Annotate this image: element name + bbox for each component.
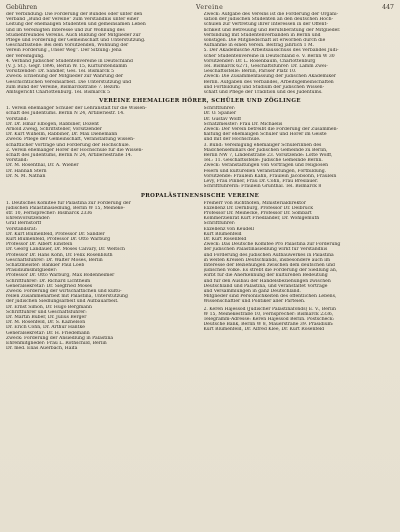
text-line: Professor Dr. Otto Warburg, Max Bodenheimer: [6, 273, 115, 279]
text-line: Schriftführer und Geschäftsführer:: [6, 309, 87, 315]
text-line: schulen zur Vertretung ihrer Interessen in der Öffent-: [203, 22, 328, 28]
text-line: Leitung der ehemaligen Studenten und gemeinsamen Leben: [6, 22, 146, 28]
text-line: Dr. Georg Landauer, Dr. Moses Calvary, Dr. Weltsch: [6, 247, 125, 253]
text-line: lichkeit und Betreuung und Berufsberatung der Mitglieder.: [203, 27, 341, 33]
text-line: schaftlicher Vorträge und Förderung der Hochschule.: [6, 142, 130, 148]
text-line: Wissenschaftler und Politiker aller Parteien.: [203, 299, 306, 305]
text-line: Mitglieder sind Persönlichkeiten des öffentlichen Lebens,: [203, 294, 337, 300]
text-line: sonstigen. Die Mitgliedschaft ist erworben durch die: [203, 38, 326, 44]
text-line: schaft und Pflege der Tradition und des Judentums.: [203, 90, 323, 96]
text-line: Vorsitzender: Dr. L. Rosenbaum, Charlottenburg: [203, 58, 316, 64]
text-line: Zweck: Erziehung der Mitglieder zur Wahrung der: [6, 74, 124, 80]
section-heading-alumni: VEREINE EHEMALIGER HÖRER, SCHÜLER UND ZÖGLINGE: [99, 98, 301, 105]
text-line: und mit der Hochschule.: [203, 137, 261, 143]
text-line: Dr. Kurt Wilhelm, Rabbiner, Dr. Max Dienemann: [6, 132, 118, 138]
text-line: der Verbindung: Die Förderung der Bundes oder unter den: [6, 12, 143, 17]
text-line: jüdischen Volke. Es strebt die Förderung der Siedlung an,: [203, 268, 338, 274]
text-line: Dr. Kurt Rosenfeld: [203, 236, 247, 242]
text-line: 5. Der Akademische Arbeitsausschuss des Verbandes Jüdi-: [203, 48, 339, 54]
text-line: Vorsitzender: Dr. Sandler, Ges. Tel. Bismarck 5: [6, 69, 114, 75]
text-line: Exzellenz von Keudell: [203, 226, 254, 232]
text-line: Verband „Bund der Vereine“ zum Verständnis unter einer: [6, 17, 139, 23]
text-line: Zweck: Aufgabe des Vereins ist die Förderung der Organi-: [203, 12, 339, 17]
text-line: Dr. med. Elias Auerbach, Haifa: [6, 346, 78, 352]
text-line: W 15, Meinekestraße 10, Fernsprecher: Bismarck 2336,: [203, 311, 334, 317]
text-line: Kurt Blumenfeld, Dr. Alfred Klee, Dr. Kurt Rosenfeld: [203, 327, 325, 333]
text-line: und Fortbildung und Studium der jüdischen Wissen-: [203, 84, 325, 90]
palestine-right-column: [204, 201, 395, 352]
text-line: und Förderung des jüdischen Aufbauwerkes in Palästina: [203, 252, 334, 258]
text-line: Vorstand:: [6, 158, 29, 164]
text-line: Geschäftsstelle: Bei dem Vorsitzenden, Wohnung der: [6, 43, 129, 49]
text-line: Dr. Kurt Blumenfeld, Professor Dr. Sandler: [6, 231, 105, 237]
text-line: Feiern und kulturellen Veranstaltungen, Fortbildung.: [203, 168, 327, 174]
text-line: 1. Deutsches Komitee für Palästina zur Förderung der: [6, 200, 131, 206]
text-line: Kurt Blumenfeld, Professor Dr. Otto Warburg: [6, 236, 111, 242]
alumni-block: [6, 106, 394, 189]
text-line: Schatzmeister: Bankier Paul Loeb: [6, 262, 85, 268]
alumni-right-column: [204, 106, 395, 189]
text-line: Arnold Zweig, Schriftsteller, Vorsitzender: [6, 127, 102, 133]
text-line: wirbt für die Anerkennung der kulturellen Bedeutung: [203, 273, 328, 279]
text-line: Interesse der Beziehungen zwischen dem deutschen und: [203, 262, 335, 268]
text-line: Aufnahme in einen Verein. Beitrag jährlich 1 M.: [203, 43, 315, 49]
text-line: 4. Verband Jüdischer Studentenvereine in Deutschland: [6, 58, 133, 64]
text-line: Kurt Blumenfeld: [203, 231, 242, 237]
text-line: Levy, Frau Pinner, Frau Dr. Cohn, Frau Breslauer.: [203, 179, 319, 185]
text-line: in weiten Kreisen Deutschlands, insbesondere auch im: [203, 257, 331, 263]
text-line: Zweck: Pflege der Gemeinschaft, Veranstaltung wissen-: [6, 137, 135, 143]
section-heading-palestine: PROPALÄSTINENSISCHE VEREINE: [140, 192, 260, 199]
text-line: der Vereinigung.: [6, 53, 45, 59]
text-line: Dr. M. Rosenthal, Dr. A. Wiener: [6, 163, 79, 169]
text-line: Studienfreundes Vereins. Auch Bildung der Mitglieder zur: [6, 32, 141, 38]
text-line: Schriftführer: Dr. Richard Lichtheim: [6, 278, 91, 284]
text-line: Freiherr von Richthofen, Ministerialdirektor: [203, 200, 306, 206]
text-line: Zweck: Der Verein betreibt die Förderung der Zusammen-: [203, 127, 339, 133]
text-line: Amtsgericht Charlottenburg. Tel. Bismarck 5: [6, 90, 110, 96]
text-line: Zweck: Förderung der Ansiedlung in Palästina: [6, 335, 114, 341]
text-line: Pflege und Förderung der Gemeinschaft und Unterstützung.: [6, 38, 146, 44]
text-line: Dr. Gustav Wolff: [203, 116, 241, 122]
text-line: Tel. Bismarck 6271, Geschäftsführer: Dr. Lamm Zwei-: [203, 64, 328, 70]
text-line: scher Studentenvereine in Deutschland e. V. Berlin W 30: [203, 53, 335, 59]
text-line: Zweck: Förderung der wirtschaftlichen und kultu-: [6, 288, 122, 294]
text-line: sation der jüdischen Studenten an den deutschen Hoch-: [203, 17, 334, 23]
text-line: Geschichtlichen Vereinsarbeit. Die Unterstützung und: [6, 79, 132, 85]
top-block: [6, 12, 394, 95]
text-line: Zweck: Die Zusammenfassung der jüdischen Akademiker: [203, 74, 336, 80]
text-line: Dr. Hannah Stern: [6, 168, 47, 174]
text-line: 1. Verein ehemaliger Schüler der Lehranstalt für die Wissen-: [6, 106, 147, 112]
text-line: schaft des Judentums, Berlin N 24, Artilleriestraße 14.: [6, 153, 133, 159]
text-line: Zweck: Veranstaltungen von Vorträgen und religiösen: [203, 163, 329, 169]
text-line: Generalsekretär: Dr. H. Friedemann: [6, 330, 90, 336]
alumni-left-column: [6, 106, 197, 189]
text-line: Dr. O. Spanier: [203, 111, 237, 117]
text-line: der jüdischen Siedlungsarbeit und Aufbauarbeit.: [6, 299, 119, 305]
text-line: 2. Verein ehemaliger Hörer der Hochschule für die Wissen-: [6, 147, 144, 153]
text-line: und Versammlungen in ganz Deutschland.: [203, 288, 301, 294]
text-line: Professor Dr. Albert Einstein: [6, 242, 73, 248]
text-line: und im Vereinigten Interesse und zur Wohnung des: [6, 27, 125, 33]
text-line: Exzellenz Dr. Dernburg, Professor Dr. Delbrück: [203, 205, 313, 211]
text-line: (V. J. St.). Gegr. 1896, Berlin W. 15, Kurfürstendamm: [6, 64, 127, 70]
page-number: 447: [382, 4, 394, 11]
text-line: Dr. Erich Cohn, Dr. Arthur Hantke: [6, 325, 85, 331]
text-line: Dr. Ernst Simon, Dr. Hugo Bergmann: [6, 304, 92, 310]
text-line: Dr. N. M. Nathan: [6, 173, 46, 179]
text-line: Vorstandsrat:: [6, 226, 38, 232]
text-line: Vorsitzende: Fräulein Kahn, Fräulein Jacobsohn, Fräulein: [203, 173, 337, 179]
top-right-column: [204, 12, 395, 95]
header-left: Gebühren: [6, 4, 38, 11]
text-line: Telegramm-Adresse: Keren Hajessod Berlin. Postscheck:: [203, 316, 335, 322]
text-line: Zweck: Das Deutsche Komitee Pro Palästina zur Förderung: [203, 242, 341, 248]
text-line: und für den Ausbau der Handelsbeziehungen zwischen: [203, 278, 331, 284]
text-line: Professor Dr. Hans Kohn, Dr. Felix Rosenblüth: [6, 252, 113, 258]
text-line: Graf Bernstorff: [6, 221, 42, 227]
text-line: Dr. M. Rosenfeld, Dr. S. Kaznelson: [6, 320, 86, 326]
text-line: Verein Förderung „Unser Weg“. Der Sitzung: Jena: [6, 48, 122, 54]
text-line: 2. Keren Hajessod (Jüdischer Palästinafonds) E. V., Berlin: [203, 306, 336, 312]
text-line: haltung der ehemaligen Schüler und Hörer im Geiste: [203, 132, 327, 138]
running-header: [6, 4, 394, 12]
text-line: Deutschland und Palästina, und veranstaltet Vorträge: [203, 283, 328, 289]
text-line: Dr. Dr. Ismar Elbogen, Rabbiner, Dozent: [6, 121, 99, 127]
text-line: str. 10, Fernsprecher: Bismarck 2336: [6, 210, 93, 216]
text-line: der jüdischen Palästinasiedlung wirkt für Verständnis: [203, 247, 328, 253]
text-line: 3. Bund: Vereinigung ehemaliger Schülerinnen des: [203, 142, 322, 148]
text-line: jüdischen Palästinasiedlung, Berlin W 15, Meineke-: [6, 205, 125, 211]
text-line: Professor Dr. Meinecke, Professor Dr. Sombart: [203, 210, 312, 216]
text-line: Berlin NW 7, Lindenstraße 23. Vorsitzende: Lotte Wolff,: [203, 153, 333, 159]
text-line: Ehrenvorsitzender:: [6, 216, 51, 222]
text-line: Mädchenseminars der Jüdischen Gemeinde zu Berlin,: [203, 147, 328, 153]
text-line: Präsidiumsmitglieder:: [6, 268, 58, 274]
text-line: Ehrenmitglieder: Frau L. Rothschild, Berlin: [6, 340, 107, 346]
text-line: Geschäftsführer: Dr. Walter Moses, Berlin: [6, 257, 103, 263]
text-line: rellen Zusammenarbeit mit Palästina, Unterstützung: [6, 294, 128, 300]
text-line: zum Bund der Vereine, Bismarckstraße 7. Bezirk:: [6, 84, 121, 90]
text-line: Deutsche Bank, Berlin W 8, Mauerstraße 39. Präsidium:: [203, 322, 334, 328]
text-line: schaft des Judentums. Berlin N 24, Artilleriestr. 14.: [6, 111, 125, 117]
top-left-column: [6, 12, 197, 95]
text-line: Generalsekretär: Dr. Siegfried Moses: [6, 283, 93, 289]
text-line: Verbindung mit Studentenverbänden in Berlin und: [203, 32, 321, 38]
palestine-left-column: [6, 201, 197, 352]
text-line: Schriftführerin: Fräulein Grünthal. Tel. Bismarck 8: [203, 184, 322, 190]
header-title: Vereine: [196, 4, 224, 11]
text-line: Schriftführer:: [203, 106, 236, 112]
text-line: Vorstand:: [6, 116, 29, 122]
text-line: Tel.: 11. Geschäftsstelle: Jüdische Gemeinde Berlin.: [203, 158, 323, 164]
text-line: Dr. Martin Buber, Dr. Julius Berger: [6, 314, 87, 320]
text-line: Schatzmeister: Frau Dr. Michaelis: [203, 121, 283, 127]
palestine-block: [6, 201, 394, 352]
text-line: Schriftführer:: [203, 221, 236, 227]
text-line: Kommerzienrat Kurt Friedländer, Dr. Wohlgemuth: [203, 216, 320, 222]
text-line: Geschäftsstelle: Berlin, Pariser Platz 10.: [203, 69, 297, 75]
text-line: Berlin. Aufgaben des Verbandes, Arbeitsgemeinschaften: [203, 79, 334, 85]
